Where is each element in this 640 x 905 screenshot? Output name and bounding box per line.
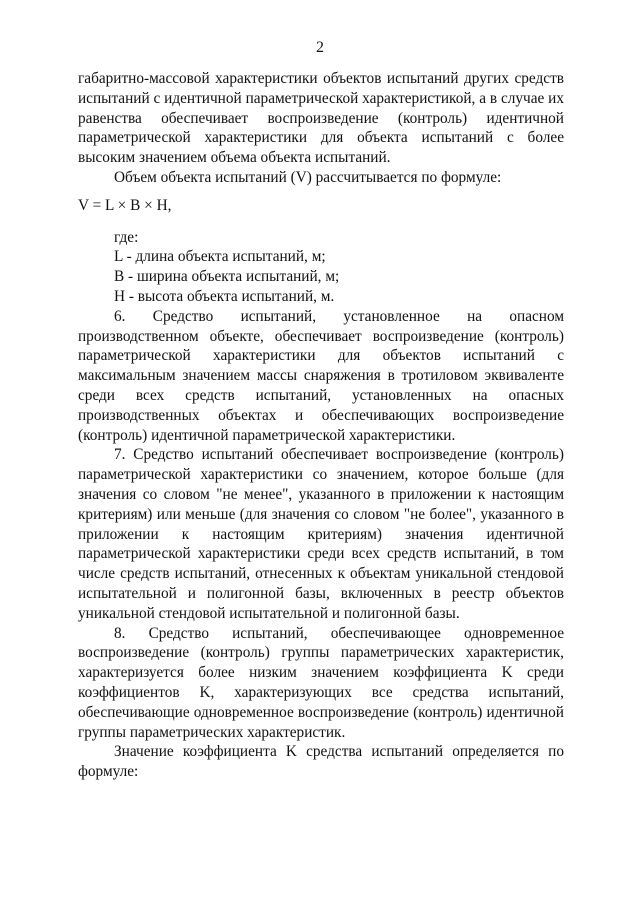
definition-width: B - ширина объекта испытаний, м; (114, 268, 340, 286)
paragraph-item-7: 7. Средство испытаний обеспечивает воспроизведение (контроль) параметрической характеристики со значением, которое больше (для значения со словом "не менее", указанного в приложении к настоящим критериям) или меньше (для значения со словом "не более", указанного в приложении к настоящим критериям) значения идентичной параметрической характеристики среди всех средств испытаний, в том числе средств испытаний, отнесенных к объектам уникальной стендовой испытательной и полигонной базы, включенных в реестр объектов уникальной стендовой испытательной и полигонной базы. (78, 446, 564, 622)
paragraph-continuation: габаритно-массовой характеристики объектов испытаний других средств испытаний с идентичной параметрической характеристикой, а в случае их равенства обеспечивает воспроизведение (контроль) идентичной параметрической характеристики для объекта испытаний с более высоким значением объема объекта испытаний. (78, 70, 564, 167)
page-number: 2 (316, 39, 324, 56)
formula-volume: V = L × B × H, (78, 196, 172, 214)
definition-height: H - высота объекта испытаний, м. (114, 287, 335, 305)
definition-length: L - длина объекта испытаний, м; (114, 248, 326, 266)
where-label: где: (114, 228, 139, 246)
document-body (78, 69, 564, 782)
paragraph-volume-intro: Объем объекта испытаний (V) рассчитывается по формуле: (114, 168, 502, 186)
paragraph-coefficient-intro: Значение коэффициента K средства испытаний определяется по формуле: (78, 743, 564, 781)
paragraph-item-8: 8. Средство испытаний, обеспечивающее одновременное воспроизведение (контроль) группы параметрических характеристик, характеризуется более низким значением коэффициента K среди коэффициентов K, характеризующих все средства испытаний, обеспечивающие одновременное воспроизведение (контроль) идентичной группы параметрических характеристик. (78, 624, 564, 741)
paragraph-item-6: 6. Средство испытаний, установленное на опасном производственном объекте, обеспечивает воспроизведение (контроль) параметрической характеристики для объектов испытаний с максимальным значением массы снаряжения в тротиловом эквиваленте среди всех средств испытаний, установленных на опасных производственных объектах и обеспечивающих воспроизведение (контроль) идентичной параметрической характеристики. (78, 307, 564, 444)
